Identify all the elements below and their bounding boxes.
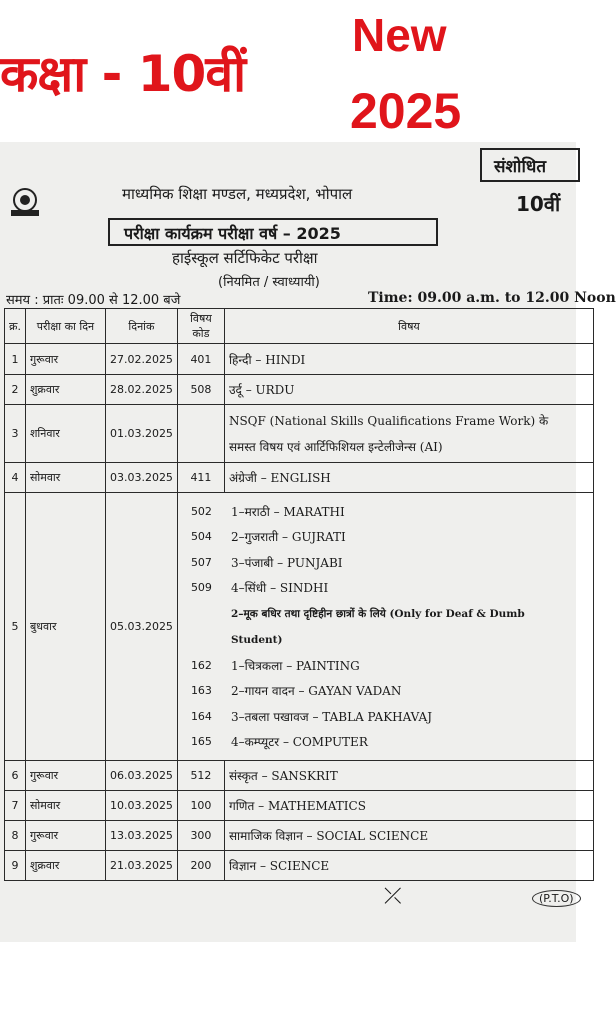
sub-code: 509	[190, 581, 212, 595]
exam-mode: (नियमित / स्वाध्यायी)	[218, 275, 320, 290]
sub-subject-line	[178, 499, 593, 525]
row-sn: 1	[5, 344, 26, 375]
row-day: सोमवार	[25, 791, 105, 821]
header-day: परीक्षा का दिन	[25, 309, 105, 344]
sub-subject: 3–पंजाबी – PUNJABI	[230, 555, 343, 570]
row-code: 512	[177, 761, 224, 791]
row-code: 100	[177, 791, 224, 821]
table-row	[5, 791, 594, 821]
sub-code: 163	[190, 684, 212, 698]
row-subject	[224, 405, 593, 463]
sub-subject-line	[178, 550, 593, 576]
subject-line-2: समस्त विषय एवं आर्टिफिशियल इन्टेलीजेन्स (AI)	[228, 439, 443, 454]
banner-new-label: New	[352, 9, 447, 61]
row-date: 06.03.2025	[105, 761, 177, 791]
row-code: 200	[177, 851, 224, 881]
class-mark: 10वीं	[516, 192, 561, 216]
table-row	[5, 405, 594, 463]
sub-subject-line	[178, 678, 593, 704]
row-sn: 8	[5, 821, 26, 851]
sub-code: 162	[190, 658, 212, 672]
row-day: शनिवार	[25, 405, 105, 463]
table-row	[5, 463, 594, 493]
sub-subject: 2–गायन वादन – GAYAN VADAN	[230, 684, 402, 699]
row-day: बुधवार	[25, 493, 105, 761]
row-date: 03.03.2025	[105, 463, 177, 493]
row-date: 01.03.2025	[105, 405, 177, 463]
row-subject: हिन्दी – HINDI	[224, 344, 593, 375]
table-row	[5, 821, 594, 851]
row-date: 05.03.2025	[105, 493, 177, 761]
row-subject: सामाजिक विज्ञान – SOCIAL SCIENCE	[224, 821, 593, 851]
time-english: Time: 09.00 a.m. to 12.00 Noon	[368, 290, 616, 306]
special-note	[178, 601, 593, 653]
sub-subject-line	[178, 729, 593, 755]
row-date: 10.03.2025	[105, 791, 177, 821]
sub-subject: 1–मराठी – MARATHI	[230, 504, 345, 519]
header-date: दिनांक	[105, 309, 177, 344]
sub-subject-line	[178, 653, 593, 679]
table-header-row	[5, 309, 594, 344]
row-subject: संस्कृत – SANSKRIT	[224, 761, 593, 791]
row-date: 13.03.2025	[105, 821, 177, 851]
row-date: 21.03.2025	[105, 851, 177, 881]
sub-code: 502	[190, 504, 212, 518]
sub-code: 164	[190, 709, 212, 723]
subject-line-1: NSQF (National Skills Qualifications Frame Work) के	[228, 413, 549, 428]
sub-subject: 1–चित्रकला – PAINTING	[230, 658, 360, 673]
row-sn: 5	[5, 493, 26, 761]
table-row	[5, 851, 594, 881]
row-sn: 9	[5, 851, 26, 881]
row-sn: 4	[5, 463, 26, 493]
row-subject: विज्ञान – SCIENCE	[224, 851, 593, 881]
row-sn: 3	[5, 405, 26, 463]
signature-mark: ⤫	[384, 884, 402, 909]
row-day: गुरूवार	[25, 821, 105, 851]
row-sn: 7	[5, 791, 26, 821]
sub-code: 165	[190, 735, 212, 749]
banner-year-label: 2025	[350, 83, 462, 139]
sub-subject-line	[178, 704, 593, 730]
row-sn: 6	[5, 761, 26, 791]
sub-subject: 4–सिंधी – SINDHI	[230, 581, 329, 596]
row-date: 28.02.2025	[105, 375, 177, 405]
row-code: 401	[177, 344, 224, 375]
row-day: गुरूवार	[25, 344, 105, 375]
row-subject: अंग्रेजी – ENGLISH	[224, 463, 593, 493]
row-day: सोमवार	[25, 463, 105, 493]
sub-code: 504	[190, 530, 212, 544]
time-hindi: समय : प्रातः 09.00 से 12.00 बजे	[6, 293, 181, 308]
revised-stamp: संशोधित	[480, 148, 580, 182]
row-code: 508	[177, 375, 224, 405]
table-row	[5, 761, 594, 791]
header-subject: विषय	[224, 309, 593, 344]
row-code	[177, 405, 224, 463]
sub-subject: 3–तबला पखावज – TABLA PAKHAVAJ	[230, 709, 433, 724]
board-name: माध्यमिक शिक्षा मण्डल, मध्यप्रदेश, भोपाल	[122, 185, 353, 203]
table-row	[5, 493, 594, 761]
sub-code: 507	[190, 555, 212, 569]
row-day: शुक्रवार	[25, 851, 105, 881]
board-emblem-icon	[8, 186, 42, 218]
row-day: गुरूवार	[25, 761, 105, 791]
header-sn: क्र.	[5, 309, 26, 344]
row-code: 411	[177, 463, 224, 493]
certificate-title: हाईस्कूल सर्टिफिकेट परीक्षा	[172, 249, 318, 267]
title-banner	[0, 0, 576, 142]
row-code: 300	[177, 821, 224, 851]
sub-subject-line	[178, 575, 593, 601]
sub-subject: 2–गुजराती – GUJRATI	[230, 530, 346, 545]
banner-class-label: कक्षा - 10वीं	[0, 45, 246, 103]
exam-document	[0, 142, 616, 942]
row-subject: उर्दू – URDU	[224, 375, 593, 405]
row-subject: गणित – MATHEMATICS	[224, 791, 593, 821]
row-date: 27.02.2025	[105, 344, 177, 375]
program-title: परीक्षा कार्यक्रम परीक्षा वर्ष – 2025	[108, 218, 438, 246]
row-sn: 2	[5, 375, 26, 405]
exam-schedule-table	[4, 308, 594, 881]
row-day: शुक्रवार	[25, 375, 105, 405]
sub-subject: 4–कम्प्यूटर – COMPUTER	[230, 735, 368, 750]
table-row	[5, 344, 594, 375]
pto-note: (P.T.O)	[532, 890, 581, 907]
row-subject-group	[177, 493, 593, 761]
sub-subject-line	[178, 524, 593, 550]
special-note-line-2: Student)	[230, 633, 283, 646]
table-row	[5, 375, 594, 405]
header-code: विषय कोड	[177, 309, 224, 344]
special-note-line-1: 2–मूक बधिर तथा दृष्टिहीन छात्रों के लिये (Only for Deaf & Dumb	[230, 607, 525, 620]
